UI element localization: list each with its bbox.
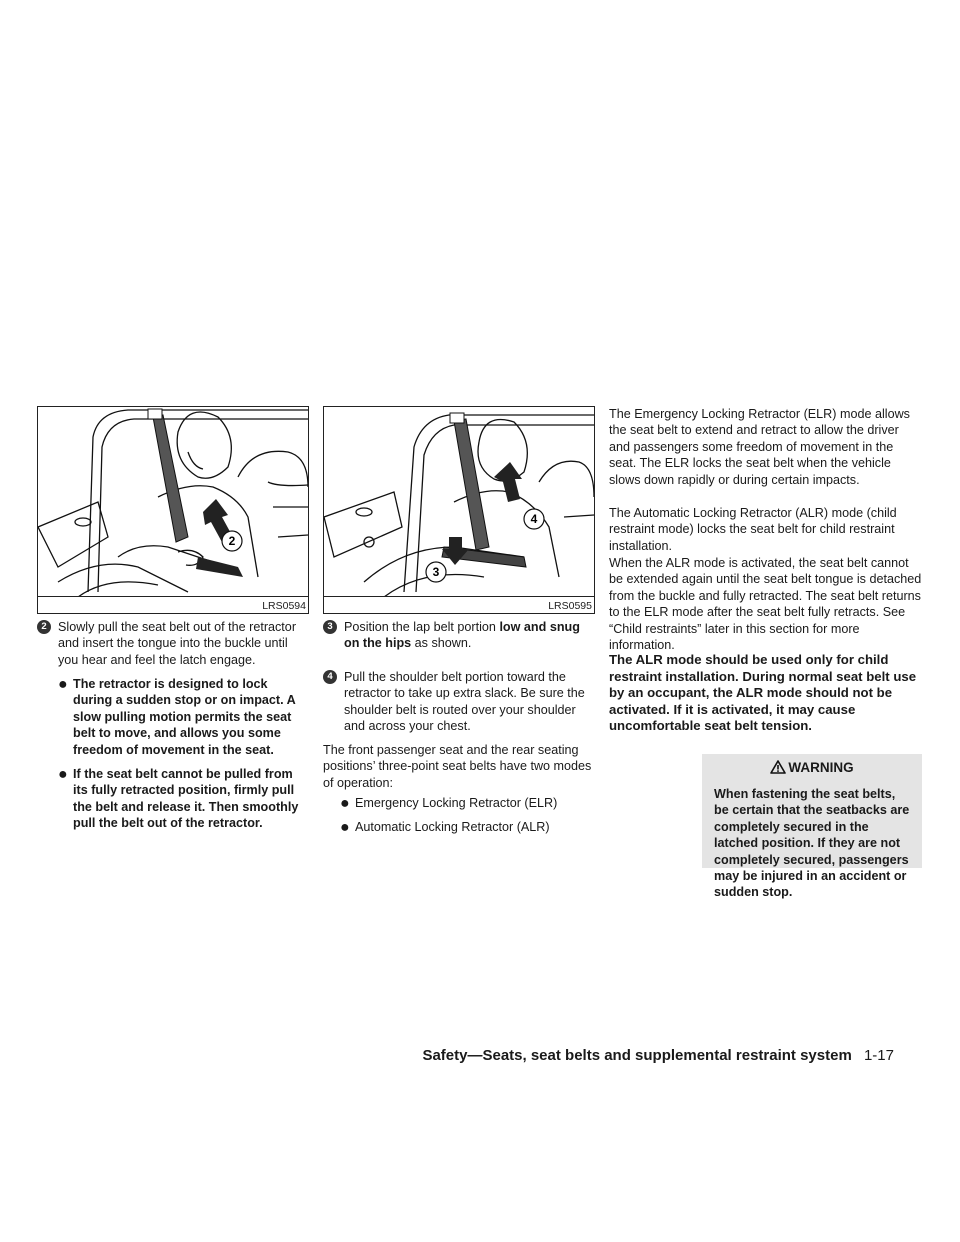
step-number: 4 [323,670,337,684]
warning-title: WARNING [788,760,854,775]
section-title: Safety—Seats, seat belts and supplemental restraint system [422,1047,852,1064]
step-number: 3 [323,620,337,634]
bullet-icon: ● [58,676,68,693]
step-text: Slowly pull the seat belt out of the retractor and insert the tongue into the buckle until you hear and feel the latch engage. [58,620,297,667]
warning-text: When fastening the seat belts, be certain that the seatbacks are completely secured in the latched position. If they are not completely secured, passengers may be injured in an accident or sudden stop. [714,787,910,900]
step-text-emphasis: low and snug on the hips [344,620,580,651]
callout-2: 2 [228,534,236,548]
bullet-text: Emergency Locking Retractor (ELR) [355,796,558,810]
alr-paragraph: The Automatic Locking Retractor (ALR) mode (child restraint mode) locks the seat belt for child restraint installation. [609,506,897,553]
bullet-icon: ● [340,795,350,812]
bullet-text: If the seat belt cannot be pulled from its fully retracted position, firmly pull the belt and release it. Then smoothly pull the belt out of the retractor. [73,767,299,831]
step-text [344,619,593,652]
bullet-text: Automatic Locking Retractor (ALR) [355,820,550,834]
figure-code: LRS0594 [262,600,306,612]
bullet-text: The retractor is designed to lock during a sudden stop or on impact. A slow pulling motion permits the seat belt to move, and allows you some freedom of movement in the seat. [73,677,296,757]
step-text: Pull the shoulder belt portion toward the retractor to take up extra slack. Be sure the shoulder belt is routed over your shoulder and across your chest. [344,670,585,734]
elr-paragraph: The Emergency Locking Retractor (ELR) mode allows the seat belt to extend and retract to allow the driver and passengers some freedom of movement in the seat. The ELR locks the seat belt when the vehicle slows down rapidly or during certain impacts. [609,407,910,487]
step-text-a: Position the lap belt portion [344,620,500,634]
warning-header [702,760,922,775]
bullet-icon: ● [340,819,350,836]
warning-box [702,754,922,900]
step-number: 2 [37,620,51,634]
callout-4: 4 [530,512,538,526]
bullet-icon: ● [58,766,68,783]
alr-note: The ALR mode should be used only for child restraint installation. During normal seat belt use by an occupant, the ALR mode should not be activated. If it is activated, it may cause uncomfortable seat belt tension. [609,652,917,734]
alr-activated-paragraph: When the ALR mode is activated, the seat belt cannot be extended again until the seat belt tongue is detached from the buckle and fully retracted. The seat belt returns to the ELR mode after the seat belt fully retracts. See “Child restraints” later in this section for more information. [609,556,922,653]
page-footer [422,1047,894,1064]
seatbelt-insert-illustration [38,407,308,597]
step-text-c: as shown. [411,636,472,651]
warning-icon [770,760,786,774]
figure-code: LRS0595 [548,600,592,612]
lap-belt-illustration [324,407,594,597]
modes-paragraph: The front passenger seat and the rear seating positions’ three-point seat belts have two modes of operation: [323,743,592,790]
figure-lap-belt [323,406,595,614]
page-number: 1-17 [863,1047,894,1064]
figure-seatbelt-insert [37,406,309,614]
callout-3: 3 [432,565,440,579]
